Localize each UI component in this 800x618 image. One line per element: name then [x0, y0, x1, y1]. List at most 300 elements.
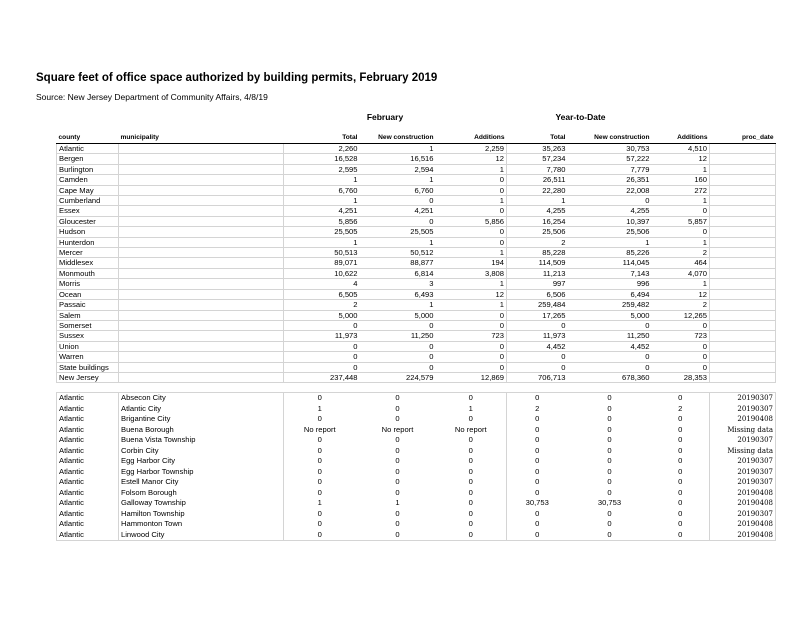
new-construction-cell: 0: [360, 362, 436, 372]
additions-cell: No report: [436, 425, 507, 436]
ytd-new-construction-cell: 4,452: [568, 341, 652, 351]
col-proc-date: proc_date: [710, 131, 776, 144]
col-ytd-additions: Additions: [652, 131, 710, 144]
municipality-cell: Buena Borough: [119, 425, 284, 436]
total-cell: 25,505: [284, 227, 360, 237]
total-cell: 0: [317, 445, 322, 455]
col-total: Total: [284, 131, 360, 144]
detail-row: [57, 498, 776, 509]
ytd-total-cell: 0: [507, 320, 568, 330]
additions-cell: 12: [436, 289, 507, 299]
ytd-new-construction-cell: 4,255: [568, 206, 652, 216]
new-construction-cell: 0: [360, 393, 436, 404]
ytd-additions-cell: 0: [652, 320, 710, 330]
detail-row: [57, 467, 776, 478]
total-cell: 0: [317, 466, 322, 476]
municipality-cell: Egg Harbor City: [119, 456, 284, 467]
ytd-new-construction-cell: 11,250: [568, 331, 652, 341]
proc-date-cell: [710, 279, 776, 289]
county-cell: Sussex: [57, 331, 119, 341]
municipality-cell: [119, 268, 284, 278]
county-cell: Ocean: [57, 289, 119, 299]
county-cell: Monmouth: [57, 268, 119, 278]
municipality-cell: [119, 216, 284, 226]
summary-row: [57, 237, 776, 247]
proc-date-cell: [710, 185, 776, 195]
additions-cell: 0: [436, 414, 507, 425]
county-cell: Atlantic: [57, 456, 119, 467]
proc-date-cell: 20190408: [710, 498, 776, 509]
ytd-additions-cell: 723: [652, 331, 710, 341]
county-cell: Atlantic: [57, 477, 119, 488]
proc-date-cell: [710, 206, 776, 216]
total-cell: 6,760: [284, 185, 360, 195]
ytd-total-cell: 0: [507, 530, 568, 541]
ytd-new-construction-cell: 0: [607, 414, 612, 424]
municipality-cell: [119, 248, 284, 258]
additions-cell: 0: [436, 320, 507, 330]
summary-row: [57, 185, 776, 195]
proc-date-cell: [710, 144, 776, 154]
proc-date-cell: 20190408: [710, 519, 776, 530]
additions-cell: 1: [436, 279, 507, 289]
proc-date-cell: 20190307: [710, 467, 776, 478]
ytd-additions-cell: 0: [652, 509, 710, 520]
municipality-cell: [119, 144, 284, 154]
ytd-new-construction-cell: 0: [607, 456, 612, 466]
new-construction-cell: 0: [395, 435, 400, 445]
summary-row: [57, 206, 776, 216]
county-cell: Atlantic: [57, 467, 119, 478]
ytd-new-construction-cell: 996: [568, 279, 652, 289]
col-new-construction: New construction: [360, 131, 436, 144]
ytd-total-cell: 259,484: [507, 300, 568, 310]
municipality-cell: [119, 164, 284, 174]
ytd-additions-cell: 0: [652, 352, 710, 362]
additions-cell: 0: [436, 185, 507, 195]
total-cell: 0: [284, 341, 360, 351]
ytd-new-construction-cell: 0: [568, 530, 652, 541]
detail-row: [57, 530, 776, 541]
additions-cell: 0: [436, 435, 507, 446]
source-note: Source: New Jersey Department of Community Affairs, 4/8/19: [36, 92, 268, 102]
county-cell: Atlantic: [57, 435, 119, 446]
county-cell: Atlantic: [57, 144, 119, 154]
total-cell: 0: [317, 456, 322, 466]
new-construction-cell: 0: [395, 477, 400, 487]
additions-cell: 2,259: [436, 144, 507, 154]
additions-cell: 0: [436, 206, 507, 216]
ytd-new-construction-cell: 0: [607, 466, 612, 476]
total-cell: 1: [317, 403, 322, 413]
proc-date-cell: Missing data: [710, 446, 776, 457]
county-cell: Atlantic: [57, 393, 119, 404]
proc-date-cell: [710, 331, 776, 341]
new-construction-cell: 3: [360, 279, 436, 289]
new-construction-cell: 11,250: [360, 331, 436, 341]
ytd-new-construction-cell: 22,008: [568, 185, 652, 195]
municipality-cell: Egg Harbor Township: [119, 467, 284, 478]
new-construction-cell: 0: [360, 530, 436, 541]
summary-row: [57, 352, 776, 362]
total-cell: 0: [284, 362, 360, 372]
county-cell: Essex: [57, 206, 119, 216]
county-cell: Morris: [57, 279, 119, 289]
municipality-cell: [119, 289, 284, 299]
municipality-cell: [119, 279, 284, 289]
municipality-cell: [119, 206, 284, 216]
ytd-total-cell: 2: [507, 237, 568, 247]
ytd-additions-cell: 12: [652, 289, 710, 299]
additions-cell: 0: [436, 237, 507, 247]
ytd-total-cell: 0: [535, 466, 540, 476]
county-cell: Middlesex: [57, 258, 119, 268]
summary-row: [57, 320, 776, 330]
new-construction-cell: 0: [360, 352, 436, 362]
new-construction-cell: 2,594: [360, 164, 436, 174]
ytd-total-cell: 0: [507, 352, 568, 362]
total-cell: 11,973: [284, 331, 360, 341]
municipality-cell: Buena Vista Township: [119, 435, 284, 446]
new-construction-cell: 0: [395, 403, 400, 413]
ytd-new-construction-cell: 0: [568, 352, 652, 362]
summary-row: [57, 164, 776, 174]
proc-date-cell: [710, 216, 776, 226]
ytd-additions-cell: 464: [652, 258, 710, 268]
summary-row: [57, 154, 776, 164]
ytd-additions-cell: 0: [652, 206, 710, 216]
ytd-additions-cell: 0: [652, 341, 710, 351]
ytd-additions-cell: 0: [652, 414, 710, 425]
new-construction-cell: 0: [395, 456, 400, 466]
ytd-total-cell: 22,280: [507, 185, 568, 195]
new-construction-cell: 0: [395, 445, 400, 455]
ytd-additions-cell: 1: [652, 237, 710, 247]
ytd-new-construction-cell: 6,494: [568, 289, 652, 299]
additions-cell: 0: [436, 227, 507, 237]
proc-date-cell: [710, 352, 776, 362]
summary-row: [57, 289, 776, 299]
ytd-additions-cell: 0: [652, 477, 710, 488]
detail-row: [57, 446, 776, 457]
proc-date-cell: [710, 300, 776, 310]
ytd-additions-cell: 2: [652, 300, 710, 310]
summary-row: [57, 196, 776, 206]
ytd-additions-cell: 0: [652, 435, 710, 446]
total-cell: 1: [284, 196, 360, 206]
proc-date-cell: Missing data: [710, 425, 776, 436]
total-cell: 0: [284, 530, 360, 541]
municipality-cell: [119, 300, 284, 310]
ytd-additions-cell: 0: [652, 393, 710, 404]
detail-row: [57, 488, 776, 499]
county-cell: Atlantic: [57, 498, 119, 509]
col-ytd-new-construction: New construction: [568, 131, 652, 144]
ytd-new-construction-cell: 7,779: [568, 164, 652, 174]
summary-row: [57, 341, 776, 351]
col-additions: Additions: [436, 131, 507, 144]
ytd-total-cell: 114,509: [507, 258, 568, 268]
ytd-new-construction-cell: 0: [607, 445, 612, 455]
proc-date-cell: 20190307: [710, 477, 776, 488]
proc-date-cell: [710, 248, 776, 258]
new-construction-cell: 224,579: [360, 372, 436, 382]
proc-date-cell: [710, 258, 776, 268]
county-cell: State buildings: [57, 362, 119, 372]
ytd-new-construction-cell: 114,045: [568, 258, 652, 268]
total-cell: 1: [284, 237, 360, 247]
proc-date-cell: [710, 289, 776, 299]
municipality-cell: [119, 362, 284, 372]
ytd-new-construction-cell: 25,506: [568, 227, 652, 237]
new-construction-cell: 0: [395, 466, 400, 476]
ytd-total-cell: 0: [535, 508, 540, 518]
ytd-new-construction-cell: 0: [607, 519, 612, 529]
municipality-cell: [119, 154, 284, 164]
ytd-additions-cell: 0: [652, 467, 710, 478]
new-construction-cell: 0: [360, 320, 436, 330]
municipality-cell: [119, 196, 284, 206]
summary-row: [57, 227, 776, 237]
municipality-cell: Atlantic City: [119, 404, 284, 415]
ytd-additions-cell: 0: [652, 519, 710, 530]
additions-cell: 0: [436, 519, 507, 530]
detail-row: [57, 509, 776, 520]
county-cell: Cape May: [57, 185, 119, 195]
total-cell: 0: [317, 435, 322, 445]
proc-date-cell: [710, 227, 776, 237]
total-cell: 5,000: [284, 310, 360, 320]
additions-cell: 0: [436, 175, 507, 185]
proc-date-cell: 20190307: [710, 393, 776, 404]
ytd-additions-cell: 272: [652, 185, 710, 195]
ytd-new-construction-cell: 0: [607, 508, 612, 518]
spacer: [57, 383, 776, 393]
summary-row: [57, 258, 776, 268]
summary-row: [57, 331, 776, 341]
municipality-cell: Estell Manor City: [119, 477, 284, 488]
new-construction-cell: 0: [360, 216, 436, 226]
municipality-cell: [119, 175, 284, 185]
ytd-total-cell: 35,263: [507, 144, 568, 154]
additions-cell: 1: [436, 164, 507, 174]
ytd-additions-cell: 0: [652, 362, 710, 372]
ytd-new-construction-cell: 57,222: [568, 154, 652, 164]
total-cell: 237,448: [284, 372, 360, 382]
ytd-additions-cell: 160: [652, 175, 710, 185]
county-cell: Atlantic: [57, 446, 119, 457]
ytd-additions-cell: 0: [652, 446, 710, 457]
additions-cell: 0: [436, 362, 507, 372]
new-construction-cell: 5,000: [360, 310, 436, 320]
ytd-total-cell: 0: [535, 519, 540, 529]
ytd-additions-cell: 1: [652, 196, 710, 206]
ytd-new-construction-cell: 0: [607, 435, 612, 445]
permits-table: [56, 131, 776, 541]
ytd-additions-cell: 2: [652, 404, 710, 415]
ytd-total-cell: 706,713: [507, 372, 568, 382]
county-cell: Mercer: [57, 248, 119, 258]
ytd-new-construction-cell: 85,226: [568, 248, 652, 258]
new-construction-cell: 0: [395, 508, 400, 518]
proc-date-cell: [710, 320, 776, 330]
ytd-total-cell: 6,506: [507, 289, 568, 299]
proc-date-cell: [710, 362, 776, 372]
summary-row: [57, 372, 776, 382]
ytd-total-cell: 0: [535, 435, 540, 445]
total-cell: 50,513: [284, 248, 360, 258]
additions-cell: 1: [436, 248, 507, 258]
report-title: Square feet of office space authorized by building permits, February 2019: [36, 72, 438, 84]
ytd-additions-cell: 0: [652, 227, 710, 237]
ytd-additions-cell: 4,510: [652, 144, 710, 154]
ytd-total-cell: 30,753: [525, 498, 549, 508]
proc-date-cell: 20190408: [710, 488, 776, 499]
ytd-total-cell: 11,973: [507, 331, 568, 341]
additions-cell: 0: [436, 456, 507, 467]
proc-date-cell: [710, 268, 776, 278]
municipality-cell: [119, 310, 284, 320]
summary-row: [57, 175, 776, 185]
new-construction-cell: 6,493: [360, 289, 436, 299]
ytd-total-cell: 0: [507, 393, 568, 404]
additions-cell: 0: [436, 446, 507, 457]
additions-cell: 12,869: [436, 372, 507, 382]
municipality-cell: Linwood City: [119, 530, 284, 541]
proc-date-cell: 20190307: [710, 509, 776, 520]
total-cell: 6,505: [284, 289, 360, 299]
county-cell: Atlantic: [57, 425, 119, 436]
municipality-cell: [119, 352, 284, 362]
municipality-cell: Hamilton Township: [119, 509, 284, 520]
ytd-total-cell: 0: [535, 424, 540, 434]
municipality-cell: [119, 372, 284, 382]
ytd-total-cell: 0: [535, 456, 540, 466]
ytd-additions-cell: 1: [652, 279, 710, 289]
additions-cell: 5,856: [436, 216, 507, 226]
detail-row: [57, 404, 776, 415]
ytd-additions-cell: 12,265: [652, 310, 710, 320]
county-cell: Atlantic: [57, 530, 119, 541]
total-cell: 10,622: [284, 268, 360, 278]
ytd-total-cell: 0: [507, 362, 568, 372]
ytd-new-construction-cell: 0: [568, 362, 652, 372]
proc-date-cell: [710, 175, 776, 185]
col-municipality: municipality: [119, 131, 284, 144]
new-construction-cell: 88,877: [360, 258, 436, 268]
county-cell: Hudson: [57, 227, 119, 237]
proc-date-cell: 20190408: [710, 414, 776, 425]
proc-date-cell: [710, 310, 776, 320]
ytd-new-construction-cell: 1: [568, 237, 652, 247]
summary-row: [57, 362, 776, 372]
total-cell: 1: [317, 498, 322, 508]
municipality-detail: [57, 393, 776, 541]
total-cell: 0: [317, 508, 322, 518]
ytd-total-cell: 57,234: [507, 154, 568, 164]
ytd-new-construction-cell: 0: [607, 403, 612, 413]
new-construction-cell: 0: [360, 341, 436, 351]
ytd-new-construction-cell: 0: [568, 393, 652, 404]
county-cell: Gloucester: [57, 216, 119, 226]
municipality-cell: [119, 185, 284, 195]
summary-row: [57, 300, 776, 310]
ytd-total-cell: 1: [507, 196, 568, 206]
summary-row: [57, 248, 776, 258]
new-construction-cell: 0: [395, 487, 400, 497]
ytd-total-cell: 2: [535, 403, 540, 413]
municipality-cell: Absecon City: [119, 393, 284, 404]
ytd-additions-cell: 0: [652, 488, 710, 499]
ytd-new-construction-cell: 0: [607, 424, 612, 434]
new-construction-cell: 6,760: [360, 185, 436, 195]
summary-row: [57, 268, 776, 278]
group-header-february: February: [366, 112, 404, 122]
county-cell: Atlantic: [57, 519, 119, 530]
col-county: county: [57, 131, 119, 144]
additions-cell: 194: [436, 258, 507, 268]
new-construction-cell: 16,516: [360, 154, 436, 164]
additions-cell: 0: [436, 352, 507, 362]
proc-date-cell: 20190408: [710, 530, 776, 541]
additions-cell: 3,808: [436, 268, 507, 278]
ytd-additions-cell: 4,070: [652, 268, 710, 278]
detail-row: [57, 414, 776, 425]
county-cell: Burlington: [57, 164, 119, 174]
additions-cell: 0: [436, 509, 507, 520]
county-summary: [57, 144, 776, 383]
municipality-cell: [119, 258, 284, 268]
new-construction-cell: No report: [381, 424, 414, 434]
proc-date-cell: [710, 196, 776, 206]
summary-row: [57, 279, 776, 289]
ytd-additions-cell: 0: [652, 456, 710, 467]
ytd-new-construction-cell: 0: [568, 196, 652, 206]
county-cell: Cumberland: [57, 196, 119, 206]
ytd-additions-cell: 2: [652, 248, 710, 258]
ytd-new-construction-cell: 30,753: [568, 144, 652, 154]
new-construction-cell: 25,505: [360, 227, 436, 237]
ytd-total-cell: 17,265: [507, 310, 568, 320]
ytd-total-cell: 16,254: [507, 216, 568, 226]
county-cell: Union: [57, 341, 119, 351]
total-cell: 2: [284, 300, 360, 310]
proc-date-cell: [710, 154, 776, 164]
total-cell: 16,528: [284, 154, 360, 164]
new-construction-cell: 4,251: [360, 206, 436, 216]
county-cell: Atlantic: [57, 414, 119, 425]
total-cell: 2,260: [284, 144, 360, 154]
proc-date-cell: 20190307: [710, 456, 776, 467]
additions-cell: 0: [436, 393, 507, 404]
detail-row: [57, 456, 776, 467]
municipality-cell: [119, 237, 284, 247]
ytd-total-cell: 26,511: [507, 175, 568, 185]
additions-cell: 0: [436, 341, 507, 351]
new-construction-cell: 1: [360, 300, 436, 310]
total-cell: 4: [284, 279, 360, 289]
ytd-additions-cell: 28,353: [652, 372, 710, 382]
ytd-new-construction-cell: 678,360: [568, 372, 652, 382]
summary-row: [57, 144, 776, 154]
detail-row: [57, 477, 776, 488]
ytd-new-construction-cell: 0: [568, 320, 652, 330]
county-cell: Atlantic: [57, 488, 119, 499]
ytd-total-cell: 7,780: [507, 164, 568, 174]
total-cell: 0: [317, 414, 322, 424]
detail-row: [57, 435, 776, 446]
total-cell: 89,071: [284, 258, 360, 268]
